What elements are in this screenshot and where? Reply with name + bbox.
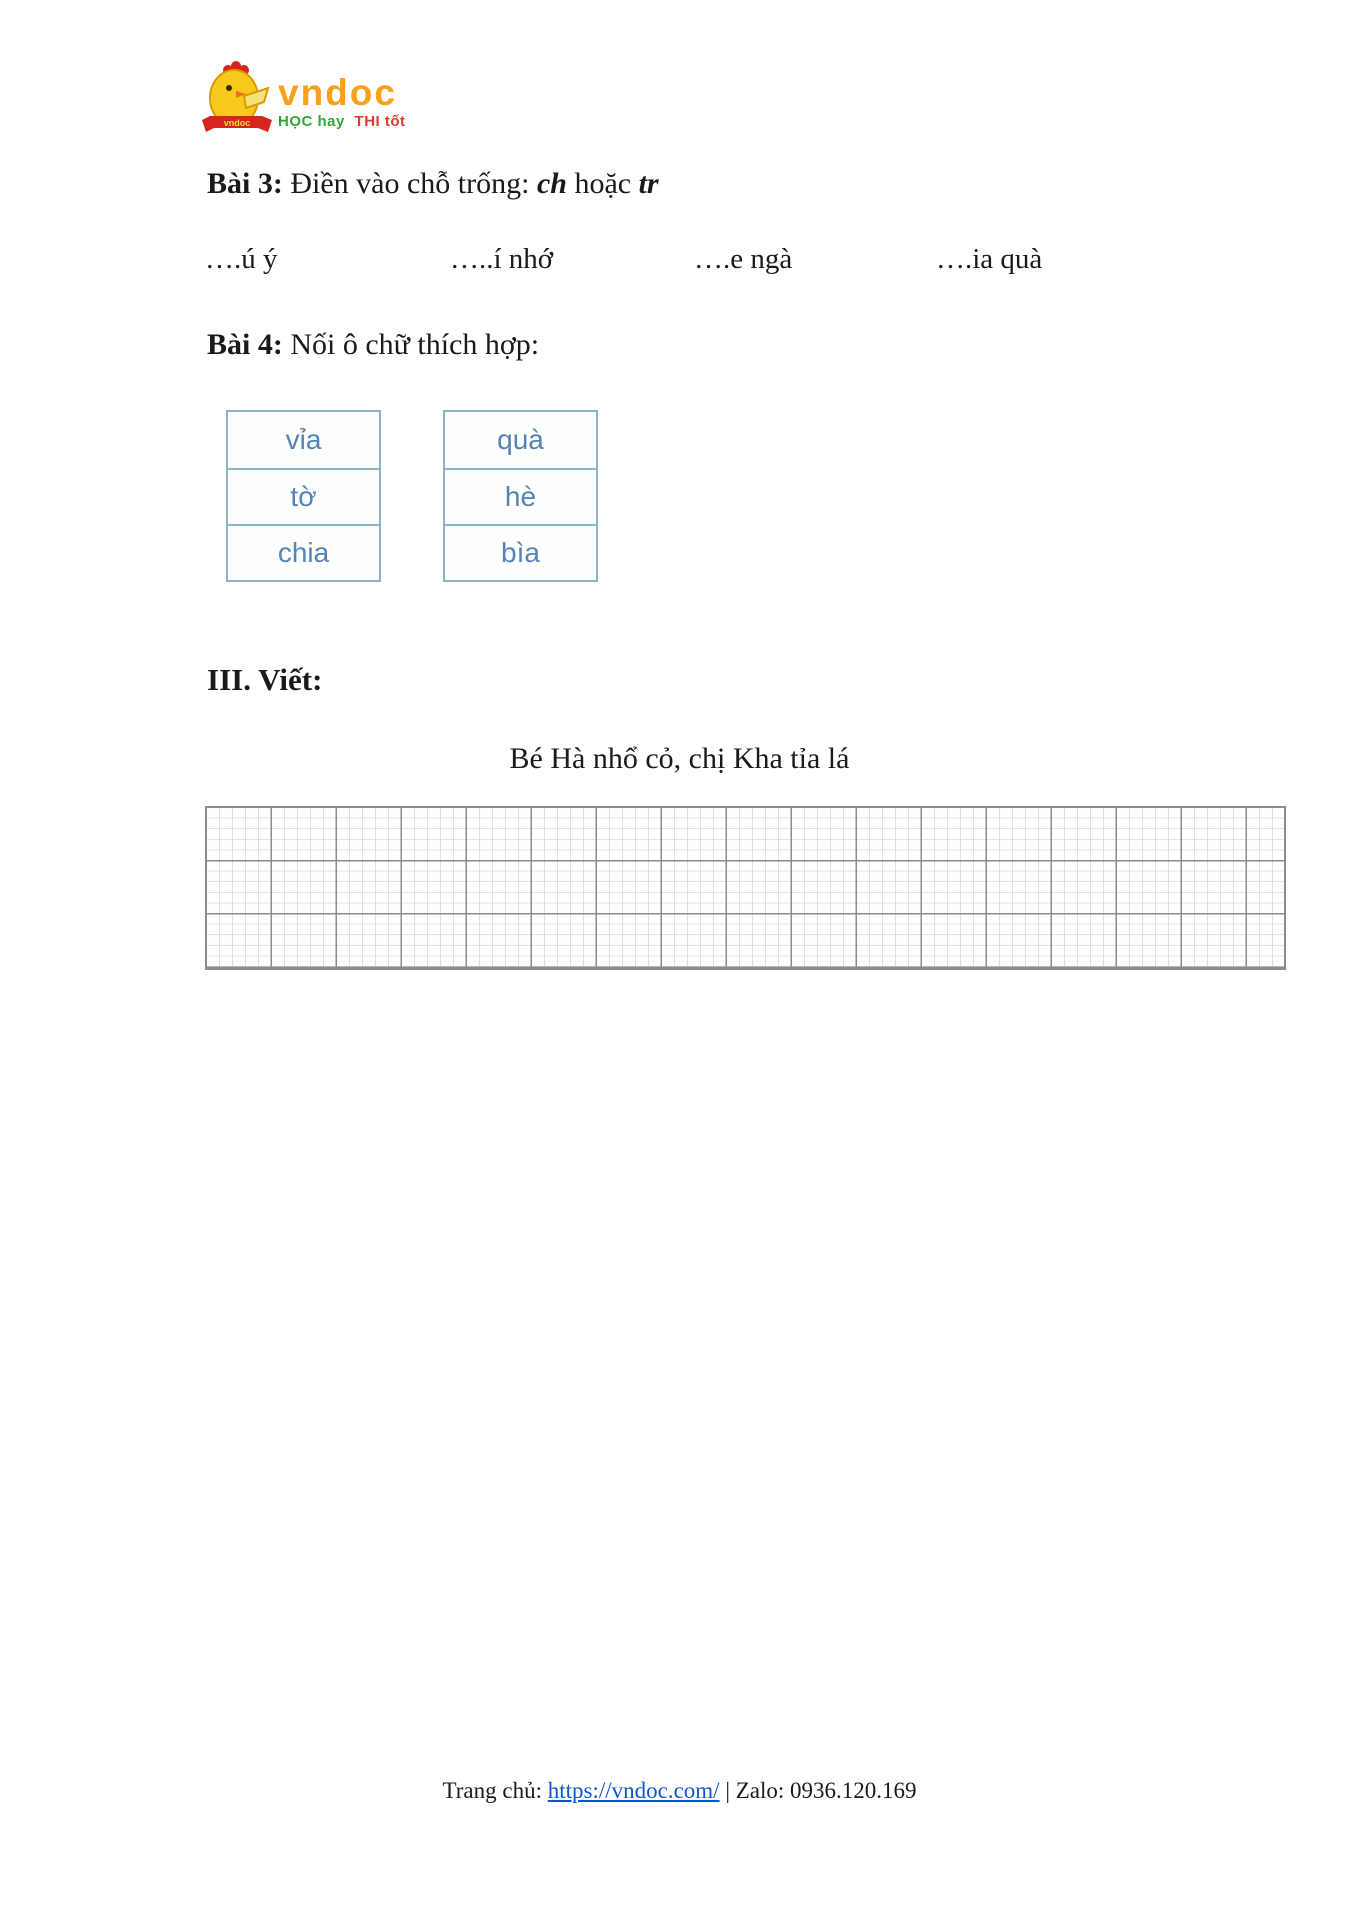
exercise4-instruction: Nối ô chữ thích hợp: — [290, 328, 540, 361]
banner-text: vndoc — [223, 118, 251, 128]
blank-item-1: ….ú ý — [205, 243, 278, 275]
page-footer — [0, 1778, 1359, 1804]
match-table-left — [226, 410, 381, 582]
match-cell-left-3: chia — [228, 524, 379, 580]
footer-prefix: Trang chủ: — [442, 1778, 542, 1803]
vndoc-logo — [198, 58, 408, 138]
exercise3-instruction: Điền vào chỗ trống: — [290, 167, 530, 200]
handwriting-sentence: Bé Hà nhổ cỏ, chị Kha tỉa lá — [509, 742, 850, 775]
handwriting-practice-grid — [205, 806, 1286, 970]
blank-item-4: ….ia quà — [936, 243, 1043, 275]
match-cell-left-1: vỉa — [285, 424, 322, 455]
exercise4-label: Bài 4: — [207, 328, 283, 361]
match-cell-right-3: bìa — [445, 524, 596, 580]
exercise3-blanks-row — [0, 243, 1359, 283]
homepage-link[interactable]: https://vndoc.com/ — [547, 1778, 720, 1803]
exercise3-label: Bài 3: — [207, 167, 283, 200]
chicken-mascot-icon — [198, 58, 276, 138]
match-cell-right-1: quà — [497, 424, 544, 455]
tagline-part1: HỌC hay — [278, 113, 345, 130]
section3-heading: III. Viết: — [207, 662, 323, 697]
match-cell-right-2: hè — [445, 468, 596, 524]
exercise3-conjunction: hoặc — [574, 167, 632, 200]
match-cell-left-2: tờ — [228, 468, 379, 524]
footer-zalo: Zalo: 0936.120.169 — [735, 1778, 917, 1803]
tagline-part2: THI tốt — [354, 113, 406, 130]
exercise4-heading — [207, 328, 539, 362]
logo-tagline — [278, 113, 406, 130]
logo-brand-text: vndoc — [278, 72, 397, 113]
exercise3-choice2: tr — [638, 167, 659, 200]
logo-text-block — [278, 72, 406, 130]
blank-item-3: ….e ngà — [694, 243, 793, 275]
exercise3-heading — [207, 167, 659, 201]
match-table-right — [443, 410, 598, 582]
exercise3-choice1: ch — [536, 167, 567, 200]
footer-separator: | — [725, 1778, 730, 1803]
blank-item-2: …..í nhớ — [450, 243, 554, 275]
